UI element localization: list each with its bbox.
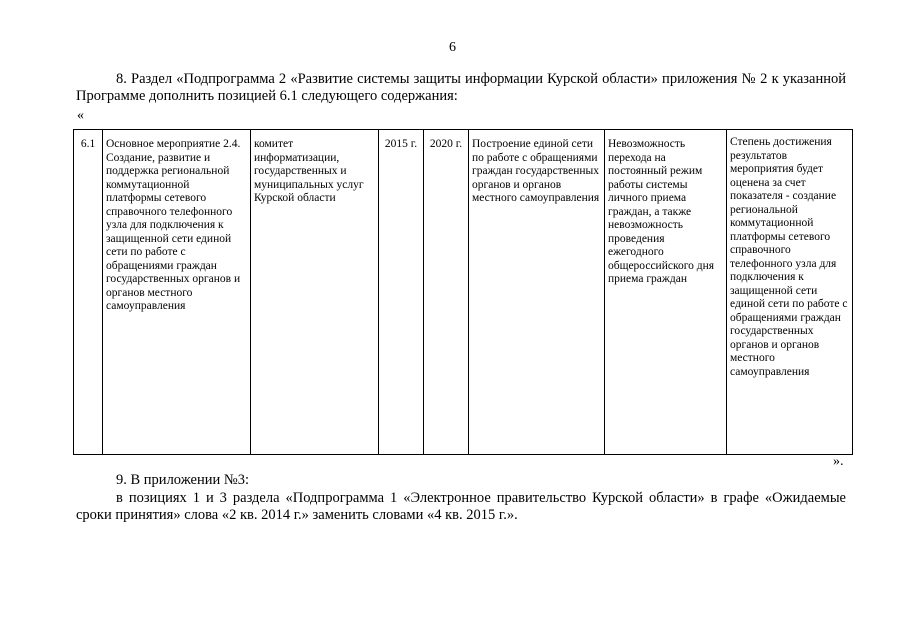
- cell-end-year: 2020 г.: [424, 130, 469, 455]
- cell-executor: комитет информатизации, государственных и муниципальных услуг Курской области: [251, 130, 379, 455]
- page-number: 6: [449, 40, 456, 55]
- cell-start-year: 2015 г.: [379, 130, 424, 455]
- table-row: [74, 130, 853, 455]
- section-9-heading: 9. В приложении №3:: [116, 472, 249, 488]
- cell-consequence: Невозможность перехода на постоянный режим работы системы личного приема граждан, а также невозможность проведения ежегодного общероссийского дня приема граждан: [605, 130, 727, 455]
- cell-expected-result: Построение единой сети по работе с обращениями граждан государственных органов и органов местного самоуправления: [469, 130, 605, 455]
- cell-position-number: 6.1: [74, 130, 103, 455]
- opening-quote: «: [77, 108, 84, 123]
- inserted-position-table: [73, 129, 853, 455]
- closing-quote: ».: [833, 454, 844, 469]
- section-9-text: в позициях 1 и 3 раздела «Подпрограмма 1 «Электронное правительство Курской области» в графе «Ожидаемые сроки принятия» слова «2 кв. 2014 г.» заменить словами «4 кв. 2015 г.».: [76, 490, 846, 523]
- cell-main-event: Основное мероприятие 2.4. Создание, развитие и поддержка региональной коммутационной платформы сетевого справочного телефонного узла для подключения к защищенной сети единой сети по работе с обращениями граждан государственных органов и органов местного самоуправления: [103, 130, 251, 455]
- cell-indicator: Степень достижения результатов мероприятия будет оценена за счет показателя - создание региональной коммутационной платформы сетевого справочного телефонного узла для подключения к защищенной сети единой сети по работе с обращениями граждан государственных органов и органов местного самоуправления: [727, 130, 853, 455]
- amendment-paragraph-8: 8. Раздел «Подпрограмма 2 «Развитие системы защиты информации Курской области» приложения № 2 к указанной Программе дополнить позицией 6.1 следующего содержания:: [76, 71, 846, 104]
